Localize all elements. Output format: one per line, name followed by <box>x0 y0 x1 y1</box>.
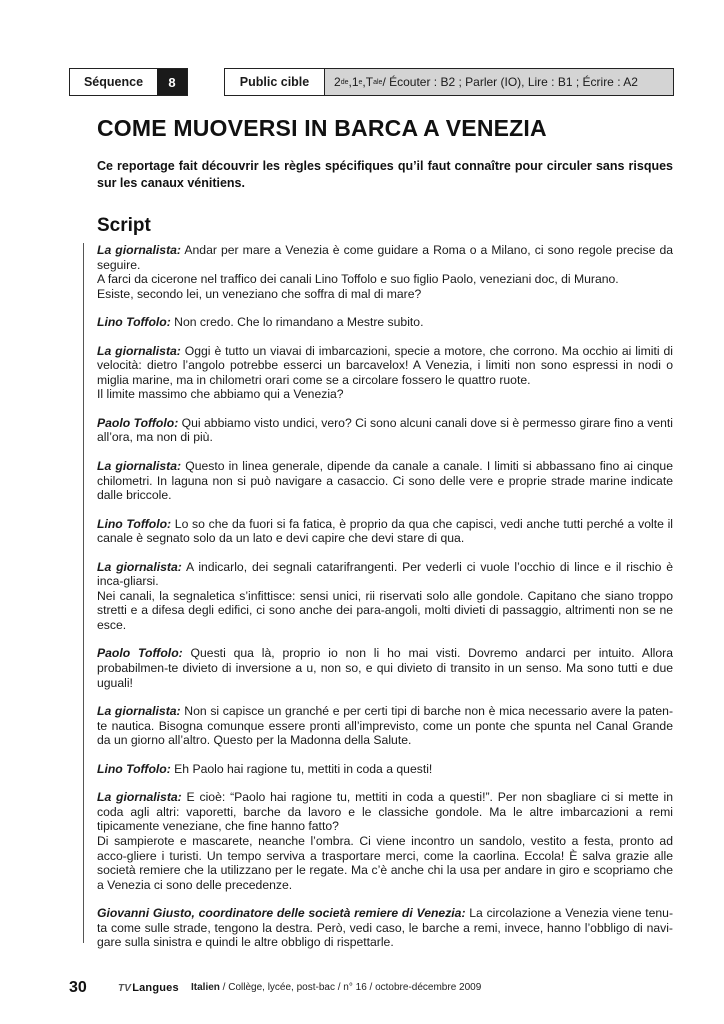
speech-text: Qui abbiamo visto undici, vero? Ci sono alcuni canali dove si è permesso girare fino a venti all’ora, ma non di più. <box>97 415 673 445</box>
page-title: COME MUOVERSI IN BARCA A VENEZIA <box>97 115 547 141</box>
sequence-number: 8 <box>157 69 187 95</box>
logo-text: Langues <box>132 982 179 994</box>
script-entry <box>97 704 673 748</box>
level-seconde: 2 <box>334 75 341 89</box>
script-entry <box>97 646 673 690</box>
script-entry <box>97 790 673 892</box>
speaker-name: La giornalista: <box>97 343 181 358</box>
public-label: Public cible <box>225 69 325 95</box>
script-entry <box>97 344 673 402</box>
margin-rule <box>83 243 84 943</box>
script-entry <box>97 560 673 633</box>
sequence-label: Séquence <box>83 75 144 89</box>
level-separator: , <box>362 75 366 89</box>
speaker-name: La giornalista: <box>97 704 181 719</box>
level-seconde-sup: de <box>340 78 349 86</box>
logo-tv: TV <box>118 983 132 994</box>
speaker-name: Lino Toffolo: <box>97 761 171 776</box>
script-entry <box>97 906 673 950</box>
script-entry <box>97 416 673 445</box>
speaker-name: Paolo Toffolo: <box>97 646 183 661</box>
script-entry <box>97 315 673 330</box>
speaker-name: Lino Toffolo: <box>97 315 171 330</box>
speaker-name: La giornalista: <box>97 790 182 805</box>
speech-text: La circolazione a Venezia viene tenu-ta come sulle strade, tengono la destra. Però, vedi caso, le barche a remi, invece, hanno l’obbligo di navi-gare sulla sinistra e quindi le altre obbligo di rispettarle. <box>97 906 673 950</box>
speech-text: Lo so che da fuori si fa fatica, è proprio da qua che capisci, vedi anche tutti perché a volte il canale è segnato solo da un lato e devi capire che devi stare di qua. <box>97 516 673 546</box>
public-levels <box>325 69 673 95</box>
speech-text: Oggi è tutto un viavai di imbarcazioni, specie a motore, che corrono. Ma occhio ai limiti di velocità: dietro l’angolo potrebbe esserci un barcavelox! A Venezia, i limiti non sono espressi in nodi o miglia marine, ma in chilometri orari come se a circolare fossero le quattro ruote. Il limite massimo che abbiamo qui a Venezia? <box>97 343 674 402</box>
speech-text: E cioè: “Paolo hai ragione tu, mettiti in coda a questi!”. Per non sbagliare ci si mette in coda agli altri: vaporetti, barche da lavoro e le classiche gondole. Ma le altre imbarcazioni a remi tipicamente veneziane, che fine hanno fatto? Di sampierote e mascarete, neanche l’ombra. Ci viene incontro un sandolo, vestito a festa, pronto ad acco-gliere i turisti. Un tempo serviva a trasportare merci, come la caorlina. Eccola! È salva grazie alle società remiere che la utilizzano per le regate. Ma c’è anche chi la usa per andare in giro e scopriamo che a Venezia ci sono delle precedenze. <box>97 790 673 892</box>
speaker-name: La giornalista: <box>97 459 182 474</box>
script-entry <box>97 243 673 301</box>
script-heading: Script <box>97 215 151 236</box>
level-terminale: T <box>365 75 374 89</box>
sequence-box <box>69 68 188 96</box>
speech-text: A indicarlo, dei segnali catarifrangenti. Per vederli ci vuole l’occhio di lince e il rischio è inca-gliarsi. Nei canali, la segnaletica s’infittisce: sensi unici, rii riservati solo alle gondole. Capitano che siano troppo stretti e a difesa degli edifici, ci sono anche dei para-angoli, molti divieti di passaggio, altrimenti non se ne esce. <box>97 559 674 632</box>
intro-text: Ce reportage fait découvrir les règles spécifiques qu’il faut connaître pour circuler sans risques sur les canaux vénitiens. <box>97 159 673 190</box>
speaker-name: La giornalista: <box>97 559 182 574</box>
publication-info <box>191 982 481 993</box>
level-terminale-sup: ale <box>373 78 383 86</box>
publication-title: Italien <box>191 982 220 993</box>
speech-text: Questo in linea generale, dipende da canale a canale. I limiti si abbassano fino ai cinque chilometri. In laguna non si può navigare a casaccio. Ci sono delle vere e proprie strade marine indicate dalle briccole. <box>97 459 673 503</box>
speaker-name: Lino Toffolo: <box>97 516 172 531</box>
script-entry <box>97 762 673 777</box>
script-entry <box>97 517 673 546</box>
speaker-name: La giornalista: <box>97 243 181 257</box>
level-premiere: 1 <box>351 75 359 89</box>
script-body <box>97 243 673 964</box>
speech-text: Eh Paolo hai ragione tu, mettiti in coda a questi! <box>170 761 433 776</box>
tvlangues-logo <box>118 982 179 994</box>
script-entry <box>97 459 673 503</box>
publication-details: / Collège, lycée, post-bac / n° 16 / octobre-décembre 2009 <box>219 982 482 993</box>
speech-text: Non si capisce un granché e per certi tipi di barche non è mica necessario avere la paten-te nautica. Bisogna comunque essere pronti all’imprevisto, come un ponte che spunta nel Canal Grande da un giorno all’altro. Questo per la Madonna della Salute. <box>97 704 673 748</box>
skills-levels: / Écouter : B2 ; Parler (IO), Lire : B1 ; Écrire : A2 <box>382 75 638 89</box>
speaker-name: Paolo Toffolo: <box>97 415 179 430</box>
speech-text: Andar per mare a Venezia è come guidare a Roma o a Milano, ci sono regole precise da seguire. A farci da cicerone nel traffico dei canali Lino Toffolo e suo figlio Paolo, veneziani doc, di Murano. Esiste, secondo lei, un veneziano che soffra di mal di mare? <box>97 243 673 301</box>
level-premiere-sup: e <box>358 78 363 86</box>
page-footer <box>69 979 673 999</box>
speech-text: Questi qua là, proprio io non li ho mai visti. Dovremo andarci per intuito. Allora probabilmen-te divieto di inversione a u, non so, e qui divieto di transito in un senso. Ma sono tutti e due uguali! <box>97 646 673 690</box>
speech-text: Non credo. Che lo rimandano a Mestre subito. <box>170 315 424 330</box>
speaker-name: Giovanni Giusto, coordinatore delle società remiere di Venezia: <box>97 906 466 921</box>
page-number: 30 <box>69 979 87 996</box>
public-box <box>224 68 674 96</box>
level-separator: , <box>348 75 352 89</box>
